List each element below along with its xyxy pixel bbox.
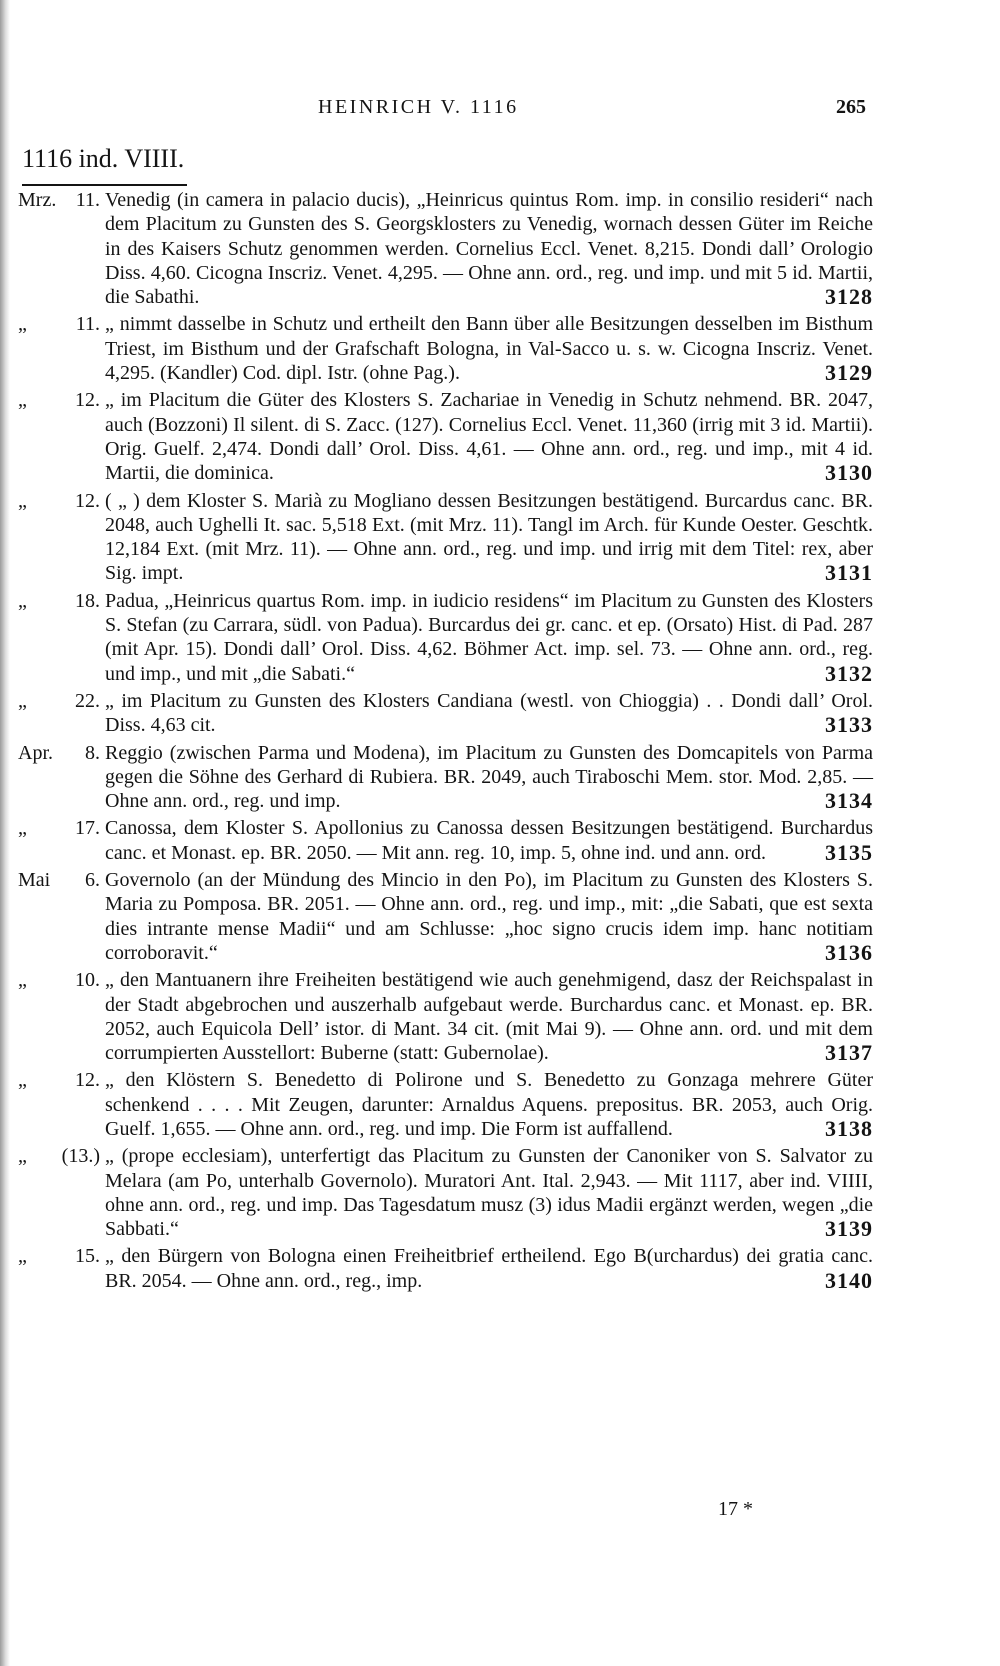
regesta-entry: [0, 188, 1000, 309]
entry-number: 3138: [825, 1115, 873, 1141]
entry-body: Venedig (in camera in palacio ducis), „Heinricus quintus Rom. imp. in consilio resideri“ nach dem Placitum zu Gunsten des S. Georgsklosters zu Venedig, wornach dessen Güter im Reiche in des Kaisers Schutz genommen werden. Cornelius Eccl. Venet. 8,215. Dondi dall’ Orologio Diss. 4,60. Cicogna Inscriz. Venet. 4,295. — Ohne ann. ord., reg. und imp. und mit 5 id. Martii, die Sabathi.: [105, 189, 873, 309]
regesta-entry: [0, 1144, 1000, 1241]
entry-month: „: [18, 389, 27, 412]
entry-month: „: [18, 489, 27, 512]
entry-number: 3132: [825, 660, 873, 686]
entry-body: „ den Klöstern S. Benedetto di Polirone und S. Benedetto zu Gonzaga mehrere Güter schenkend . . . . Mit Zeugen, darunter: Arnaldus Aquens. prepositus. BR. 2053, auch Orig. Guelf. 1,655. — Ohne ann. ord., reg. und imp. Die Form ist auffallend.: [105, 1069, 873, 1140]
entry-month: „: [18, 817, 27, 840]
entry-body: „ nimmt dasselbe in Schutz und ertheilt den Bann über alle Besitzungen desselben im Bisthum Triest, im Bisthum und der Grafschaft Bologna, in Val-Sacco u. s. w. Cicogna Inscriz. Venet. 4,295. (Kandler) Cod. dipl. Istr. (ohne Pag.).: [105, 313, 873, 385]
entry-text: [105, 188, 873, 309]
regesta-entry: [0, 1244, 1000, 1293]
entry-month: „: [18, 1245, 27, 1268]
entry-day: 12.: [75, 1069, 100, 1092]
entry-number: 3137: [825, 1040, 873, 1066]
regesta-entry: [0, 1068, 1000, 1141]
entry-text: [105, 1068, 873, 1141]
entry-text: [105, 1244, 873, 1293]
entry-day: 18.: [75, 589, 100, 612]
entry-month: „: [18, 969, 27, 992]
entry-text: [105, 312, 873, 385]
entry-day: 15.: [75, 1245, 100, 1268]
regesta-entry: [0, 868, 1000, 965]
entry-body: „ im Placitum die Güter des Klosters S. Zachariae in Venedig in Schutz nehmend. BR. 2047, auch (Bozzoni) Il silent. di S. Zacc. (127). Cornelius Eccl. Venet. 11,360 (irrig mit 3 id. Martii). Orig. Guelf. 2,474. Dondi dall’ Orol. Diss. 4,61. — Ohne ann. ord., reg. und imp., mit 4 id. Martii, die dominica.: [105, 389, 873, 485]
entry-day: (13.): [61, 1145, 100, 1168]
regesta-entry: [0, 489, 1000, 586]
entry-text: [105, 589, 873, 686]
entry-month: „: [18, 1145, 27, 1168]
entry-body: „ den Mantuanern ihre Freiheiten bestätigend wie auch genehmigend, dasz der Reichspalast in der Stadt abgebrochen und auszerhalb aufgebaut werde. Burchardus canc. et Monast. ep. BR. 2052, auch Equicola Dell’ istor. di Mant. 34 cit. (mit Mai 9). — Ohne ann. ord. und mit dem corrumpierten Ausstellort: Buberne (statt: Gubernolae).: [105, 969, 873, 1065]
entry-body: Reggio (zwischen Parma und Modena), im Placitum zu Gunsten des Domcapitels von Parma gegen die Söhne des Gerhard di Rubiera. BR. 2049, auch Tiraboschi Mem. stor. Mod. 2,85. — Ohne ann. ord., reg. und imp.: [105, 741, 873, 813]
entry-text: [105, 968, 873, 1065]
entry-number: 3136: [825, 939, 873, 965]
year-heading-rule: [22, 184, 187, 186]
regesta-entry: [0, 741, 1000, 814]
entry-number: 3134: [825, 788, 873, 814]
entry-body: ( „ ) dem Kloster S. Marià zu Mogliano dessen Besitzungen bestätigend. Burcardus canc. BR. 2048, auch Ughelli It. sac. 5,518 Ext. (mit Mrz. 11). Tangl im Arch. für Kunde Oester. Geschtk. 12,184 Ext. (mit Mrz. 11). — Ohne ann. ord., reg. und imp. und irrig mit dem Titel: rex, aber Sig. impt.: [105, 489, 873, 585]
regesta-entry: [0, 689, 1000, 738]
regesta-entry: [0, 816, 1000, 865]
regesta-entry: [0, 968, 1000, 1065]
entry-text: [105, 1144, 873, 1241]
running-head: [0, 96, 1000, 126]
entry-body: „ (prope ecclesiam), unterfertigt das Placitum zu Gunsten der Canoniker von S. Salvator zu Melara (am Po, unterhalb Governolo). Muratori Ant. Ital. 2,943. — Mit 1117, aber ind. VIIII, ohne ann. ord., reg. und imp. Das Tagesdatum musz (3) idus Madii ergänzt werden, wegen „die Sabbati.“: [105, 1145, 873, 1241]
entry-body: Governolo (an der Mündung des Mincio in den Po), im Placitum zu Gunsten des Klosters S. Maria zu Pomposa. BR. 2051. — Ohne ann. ord., reg. und imp., mit: „die Sabati, que est sexta dies intrante mense Madii“ und am Schlusse: „hoc signo crucis idem imp. hanc notitiam corroboravit.“: [105, 869, 873, 964]
entry-day: 10.: [75, 969, 100, 992]
entry-text: [105, 816, 873, 865]
entry-month: „: [18, 313, 27, 336]
regesta-entry: [0, 589, 1000, 686]
entry-day: 17.: [75, 817, 100, 840]
entry-month: Mai: [18, 869, 51, 892]
entry-month: „: [18, 1069, 27, 1092]
running-title: HEINRICH V. 1116: [318, 96, 519, 118]
entry-day: 22.: [75, 689, 100, 712]
year-heading: 1116 ind. VIIII.: [22, 144, 185, 173]
entry-month: „: [18, 689, 27, 712]
entry-number: 3129: [825, 360, 873, 386]
entry-number: 3133: [825, 712, 873, 738]
entry-body: Padua, „Heinricus quartus Rom. imp. in iudicio residens“ im Placitum zu Gunsten des Klosters S. Stefan (zu Carrara, südl. von Padua). Burcardus dei gr. canc. et ep. (Orsato) Hist. di Pad. 287 (mit Apr. 15). Dondi dall’ Orol. Diss. 4,62. Böhmer Act. imp. sel. 73. — Ohne ann. ord., reg. und imp., und mit „die Sabati.“: [105, 589, 873, 685]
entry-text: [105, 689, 873, 738]
regesta-entry: [0, 312, 1000, 385]
entry-month: „: [18, 589, 27, 612]
entry-text: [105, 388, 873, 485]
entry-text: [105, 489, 873, 586]
entry-number: 3140: [825, 1267, 873, 1293]
entry-body: Canossa, dem Kloster S. Apollonius zu Canossa dessen Besitzungen bestätigend. Burchardus canc. et Monast. ep. BR. 2050. — Mit ann. reg. 10, imp. 5, ohne ind. und ann. ord.: [105, 817, 873, 864]
entry-day: 11.: [75, 313, 100, 336]
entry-number: 3130: [825, 460, 873, 486]
entry-month: Mrz.: [18, 189, 57, 211]
entry-text: [105, 868, 873, 965]
entry-day: 6.: [85, 869, 100, 892]
regesta-entry: [0, 388, 1000, 485]
entry-day: 12.: [75, 389, 100, 412]
entry-body: „ im Placitum zu Gunsten des Klosters Candiana (westl. von Chioggia) . . Dondi dall’ Orol. Diss. 4,63 cit.: [105, 689, 873, 737]
entry-day: 12.: [75, 489, 100, 512]
entry-number: 3131: [825, 560, 873, 586]
entry-text: [105, 741, 873, 814]
entry-month: Apr.: [18, 741, 53, 764]
entry-number: 3128: [825, 284, 873, 310]
entry-number: 3139: [825, 1216, 873, 1242]
regesta-entries: [0, 188, 1000, 1296]
entry-day: 8.: [85, 741, 100, 764]
entry-day: 11.: [75, 189, 100, 211]
entry-number: 3135: [825, 839, 873, 865]
signature-mark: 17 *: [718, 1498, 753, 1520]
entry-body: „ den Bürgern von Bologna einen Freiheitbrief ertheilend. Ego B(urchardus) dei gratia canc. BR. 2054. — Ohne ann. ord., reg., imp.: [105, 1245, 873, 1292]
page-number: 265: [836, 96, 866, 118]
